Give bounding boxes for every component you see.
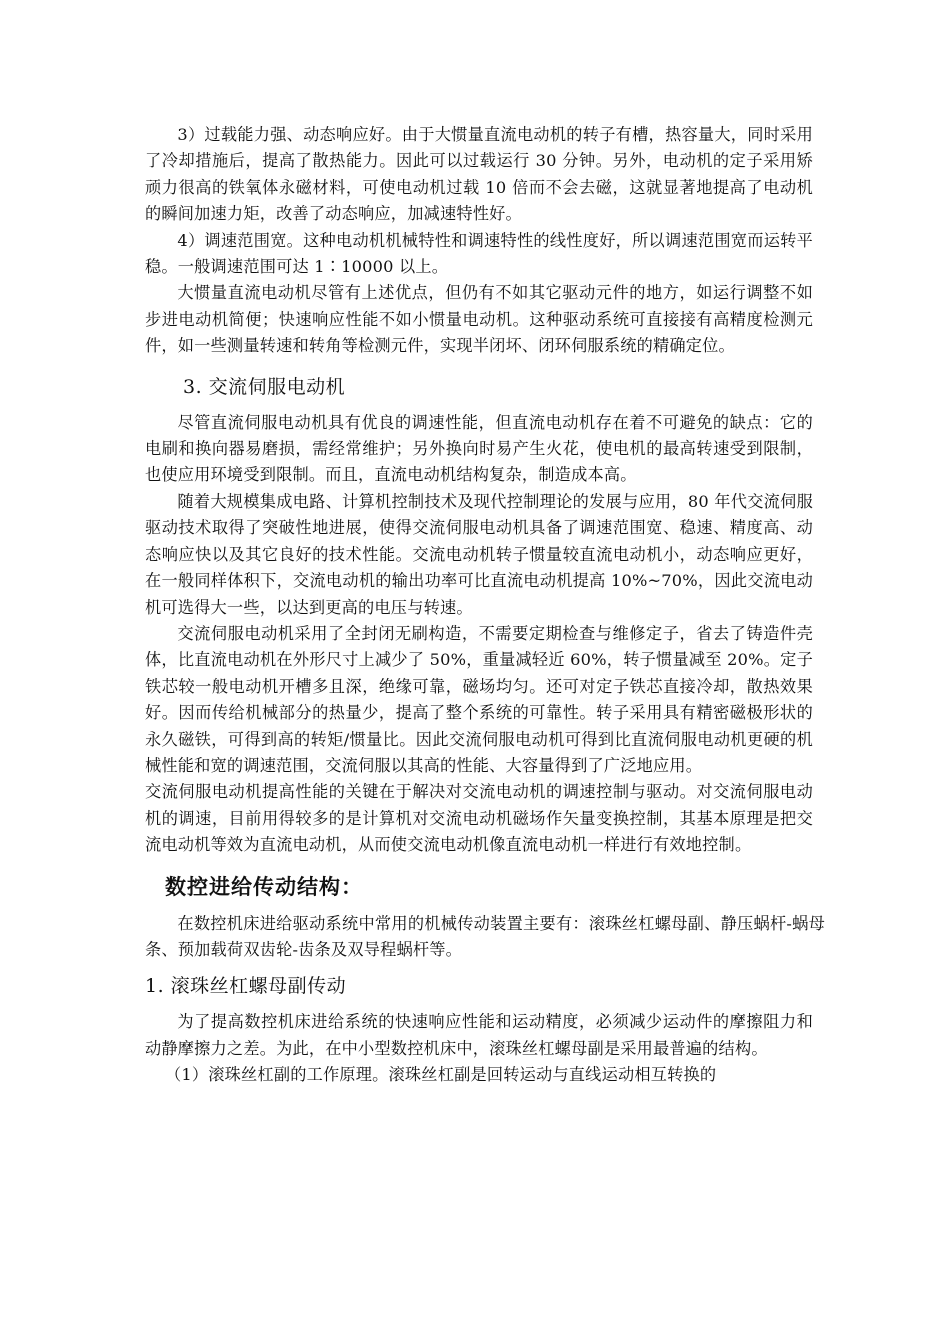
paragraph-mechanical-devices: 在数控机床进给驱动系统中常用的机械传动装置主要有：滚珠丝杠螺母副、静压蜗杆-蜗母条、预加载荷双齿轮-齿条及双导程蜗杆等。: [145, 913, 825, 959]
paragraph-ac-development: 随着大规模集成电路、计算机控制技术及现代控制理论的发展与应用，80 年代交流伺服驱动技术取得了突破性地进展，使得交流伺服电动机具备了调速范围宽、稳速、精度高、动态响应快以及其它良好的技术性能。交流电动机转子惯量较直流电动机小，动态响应更好，在一般同样体积下，交流电动机的输出功率可比直流电动机提高 10%~70%，因此交流电动机可选得大一些，以达到更高的电压与转速。: [145, 491, 813, 617]
section-heading-ac-servo: 3. 交流伺服电动机: [183, 375, 346, 398]
paragraph-dc-drawbacks: 尽管直流伺服电动机具有优良的调速性能，但直流电动机存在着不可避免的缺点：它的电刷和换向器易磨损，需经常维护；另外换向时易产生火花，使电机的最高转速受到限制，也使应用环境受到限制。而且，直流电动机结构复杂，制造成本高。: [145, 412, 813, 485]
paragraph-ball-screw-intro: 为了提高数控机床进给系统的快速响应性能和运动精度，必须减少运动件的摩擦阻力和动静摩擦力之差。为此，在中小型数控机床中，滚珠丝杠螺母副是采用最普遍的结构。: [145, 1012, 813, 1058]
spacer: [145, 859, 813, 871]
document-body: [145, 122, 825, 1089]
paragraph-ac-control: 交流伺服电动机提高性能的关键在于解决对交流电动机的调速控制与驱动。对交流伺服电动机的调速，目前用得较多的是计算机对交流电动机磁场作矢量变换控制，其基本原理是把交流电动机等效为直流电动机，从而使交流电动机像直流电动机一样进行有效地控制。: [145, 782, 813, 855]
spacer: [145, 1001, 813, 1009]
paragraph-ball-screw-principle: （1）滚珠丝杠副的工作原理。滚珠丝杠副是回转运动与直线运动相互转换的: [165, 1065, 717, 1085]
paragraph-ac-construction: 交流伺服电动机采用了全封闭无刷构造，不需要定期检查与维修定子，省去了铸造件壳体，比直流电动机在外形尺寸上减少了 50%，重量减轻近 60%，转子惯量减至 20%。定子铁芯较一般电动机开槽多且深，绝缘可靠，磁场均匀。还可对定子铁芯直接冷却，散热效果好。因而传给机械部分的热量少，提高了整个系统的可靠性。转子采用具有精密磁极形状的永久磁铁，可得到高的转矩/惯量比。因此交流伺服电动机可得到比直流伺服电动机更硬的机械性能和宽的调速范围，交流伺服以其高的性能、大容量得到了广泛地应用。: [145, 623, 813, 775]
paragraph-large-inertia-summary: 大惯量直流电动机尽管有上述优点，但仍有不如其它驱动元件的地方，如运行调整不如步进电动机简便；快速响应性能不如小惯量电动机。这种驱动系统可直接接有高精度检测元件，如一些测量转速和转角等检测元件，实现半闭坏、闭环伺服系统的精确定位。: [145, 283, 813, 356]
spacer: [145, 360, 813, 372]
spacer: [145, 903, 813, 911]
section-heading-ball-screw: 1. 滚珠丝杠螺母副传动: [145, 975, 347, 998]
spacer: [145, 402, 813, 410]
paragraph-overload: 3）过载能力强、动态响应好。由于大惯量直流电动机的转子有槽，热容量大，同时采用了冷却措施后，提高了散热能力。因此可以过载运行 30 分钟。另外，电动机的定子采用矫顽力很高的铁氧体永磁材料，可使电动机过载 10 倍而不会去磁，这就显著地提高了电动机的瞬间加速力矩，改善了动态响应，加减速特性好。: [145, 125, 813, 224]
spacer: [145, 963, 813, 971]
main-heading-feed-drive: 数控进给传动结构：: [165, 873, 363, 899]
paragraph-speed-range: 4）调速范围宽。这种电动机机械特性和调速特性的线性度好，所以调速范围宽而运转平稳。一般调速范围可达 1∶10000 以上。: [145, 230, 813, 277]
